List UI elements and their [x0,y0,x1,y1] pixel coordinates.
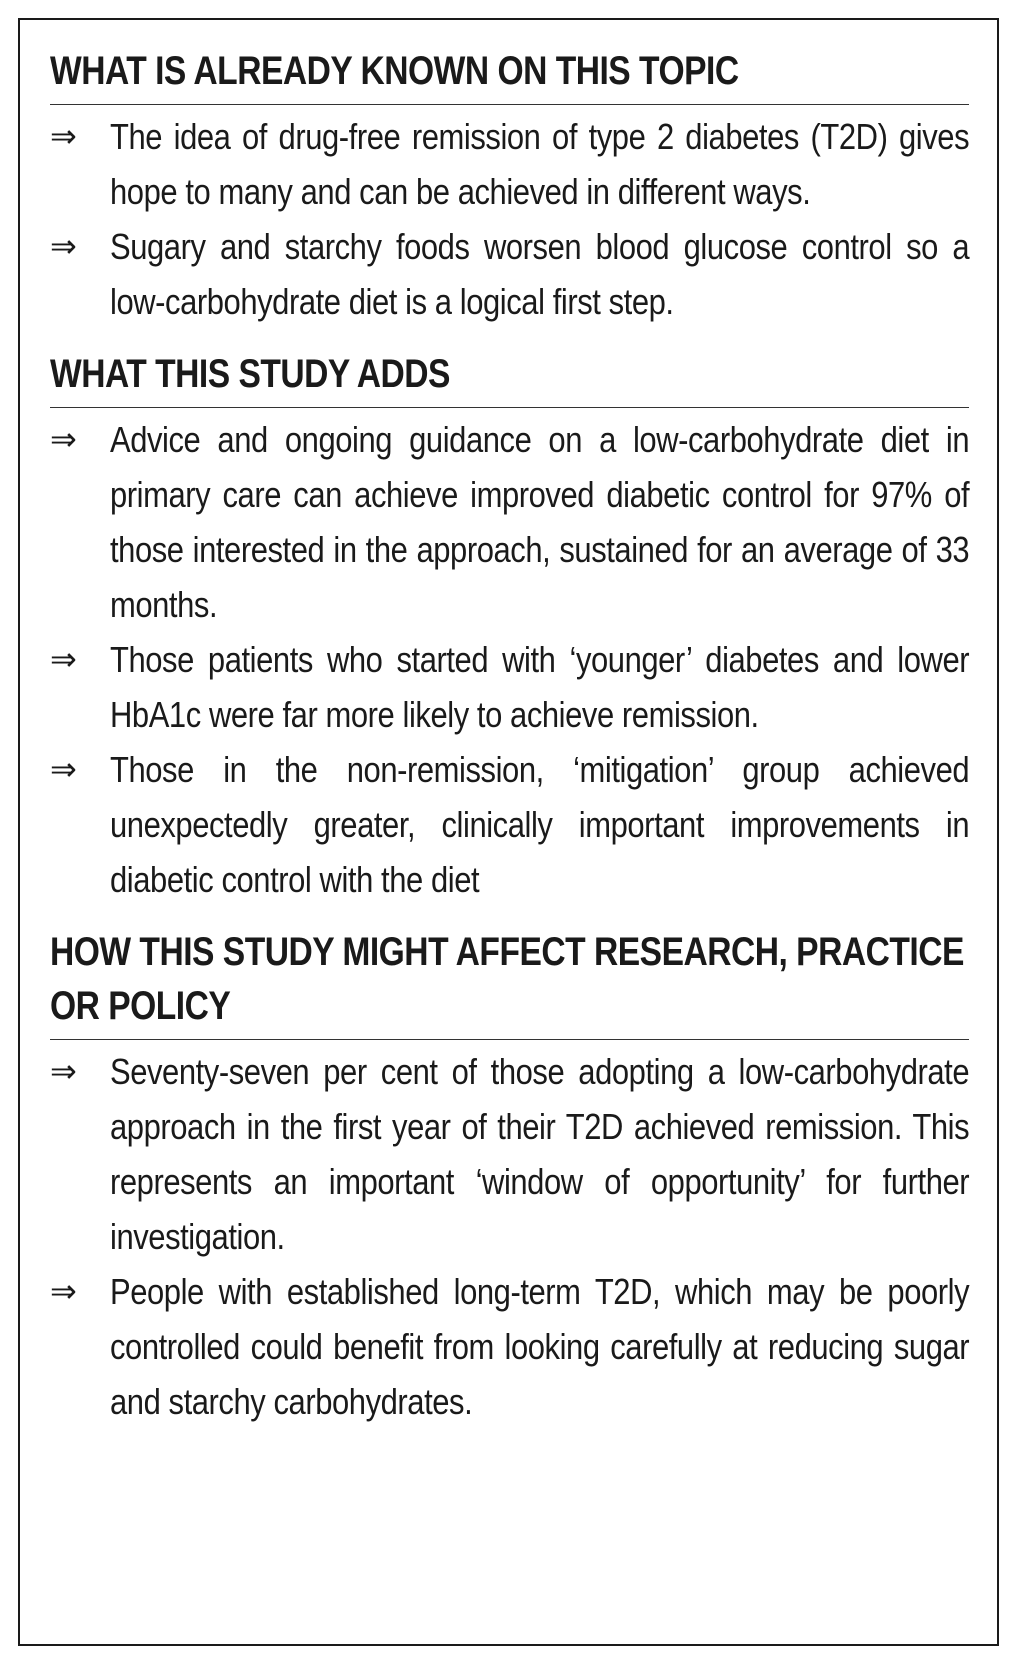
double-arrow-icon: ⇒ [50,1052,77,1090]
list-item-text: Seventy-seven per cent of those adopting a low-carbohydrate approach in the first year of their T2D achieved remission. This represents an important ‘window of opportunity’ for further investigation. [110,1051,970,1257]
double-arrow-icon: ⇒ [50,1272,77,1310]
double-arrow-icon: ⇒ [50,750,77,788]
section-divider [50,104,969,105]
bullet-list [50,109,969,329]
list-item [50,219,969,329]
double-arrow-icon: ⇒ [50,640,77,678]
double-arrow-icon: ⇒ [50,227,77,265]
section-already-known [50,44,969,329]
list-item [50,1044,969,1264]
list-item-text: The idea of drug-free remission of type 2 diabetes (T2D) gives hope to many and can be achieved in different ways. [110,116,970,212]
section-title: HOW THIS STUDY MIGHT AFFECT RESEARCH, PRACTICE OR POLICY [50,930,964,1028]
list-item-text: Advice and ongoing guidance on a low-carbohydrate diet in primary care can achieve improved diabetic control for 97% of those interested in the approach, sustained for an average of 33 months. [110,419,970,625]
double-arrow-icon: ⇒ [50,420,77,458]
section-divider [50,1039,969,1040]
section-research-impact [50,925,969,1429]
bullet-list [50,1044,969,1429]
section-title: WHAT THIS STUDY ADDS [50,352,450,396]
double-arrow-icon: ⇒ [50,117,77,155]
list-item [50,109,969,219]
list-item [50,632,969,742]
list-item [50,742,969,907]
section-study-adds [50,347,969,907]
list-item-text: Those in the non-remission, ‘mitigation’ group achieved unexpectedly greater, clinically important improvements in diabetic control with the diet [110,749,970,900]
list-item [50,412,969,632]
list-item-text: Those patients who started with ‘younger’ diabetes and lower HbA1c were far more likely to achieve remission. [110,639,970,735]
key-messages-box [18,18,999,1646]
list-item-text: People with established long-term T2D, which may be poorly controlled could benefit from looking carefully at reducing sugar and starchy carbohydrates. [110,1271,970,1422]
section-divider [50,407,969,408]
section-title: WHAT IS ALREADY KNOWN ON THIS TOPIC [50,49,739,93]
list-item-text: Sugary and starchy foods worsen blood glucose control so a low-carbohydrate diet is a logical first step. [110,226,970,322]
key-messages-content [50,44,969,1447]
bullet-list [50,412,969,907]
list-item [50,1264,969,1429]
